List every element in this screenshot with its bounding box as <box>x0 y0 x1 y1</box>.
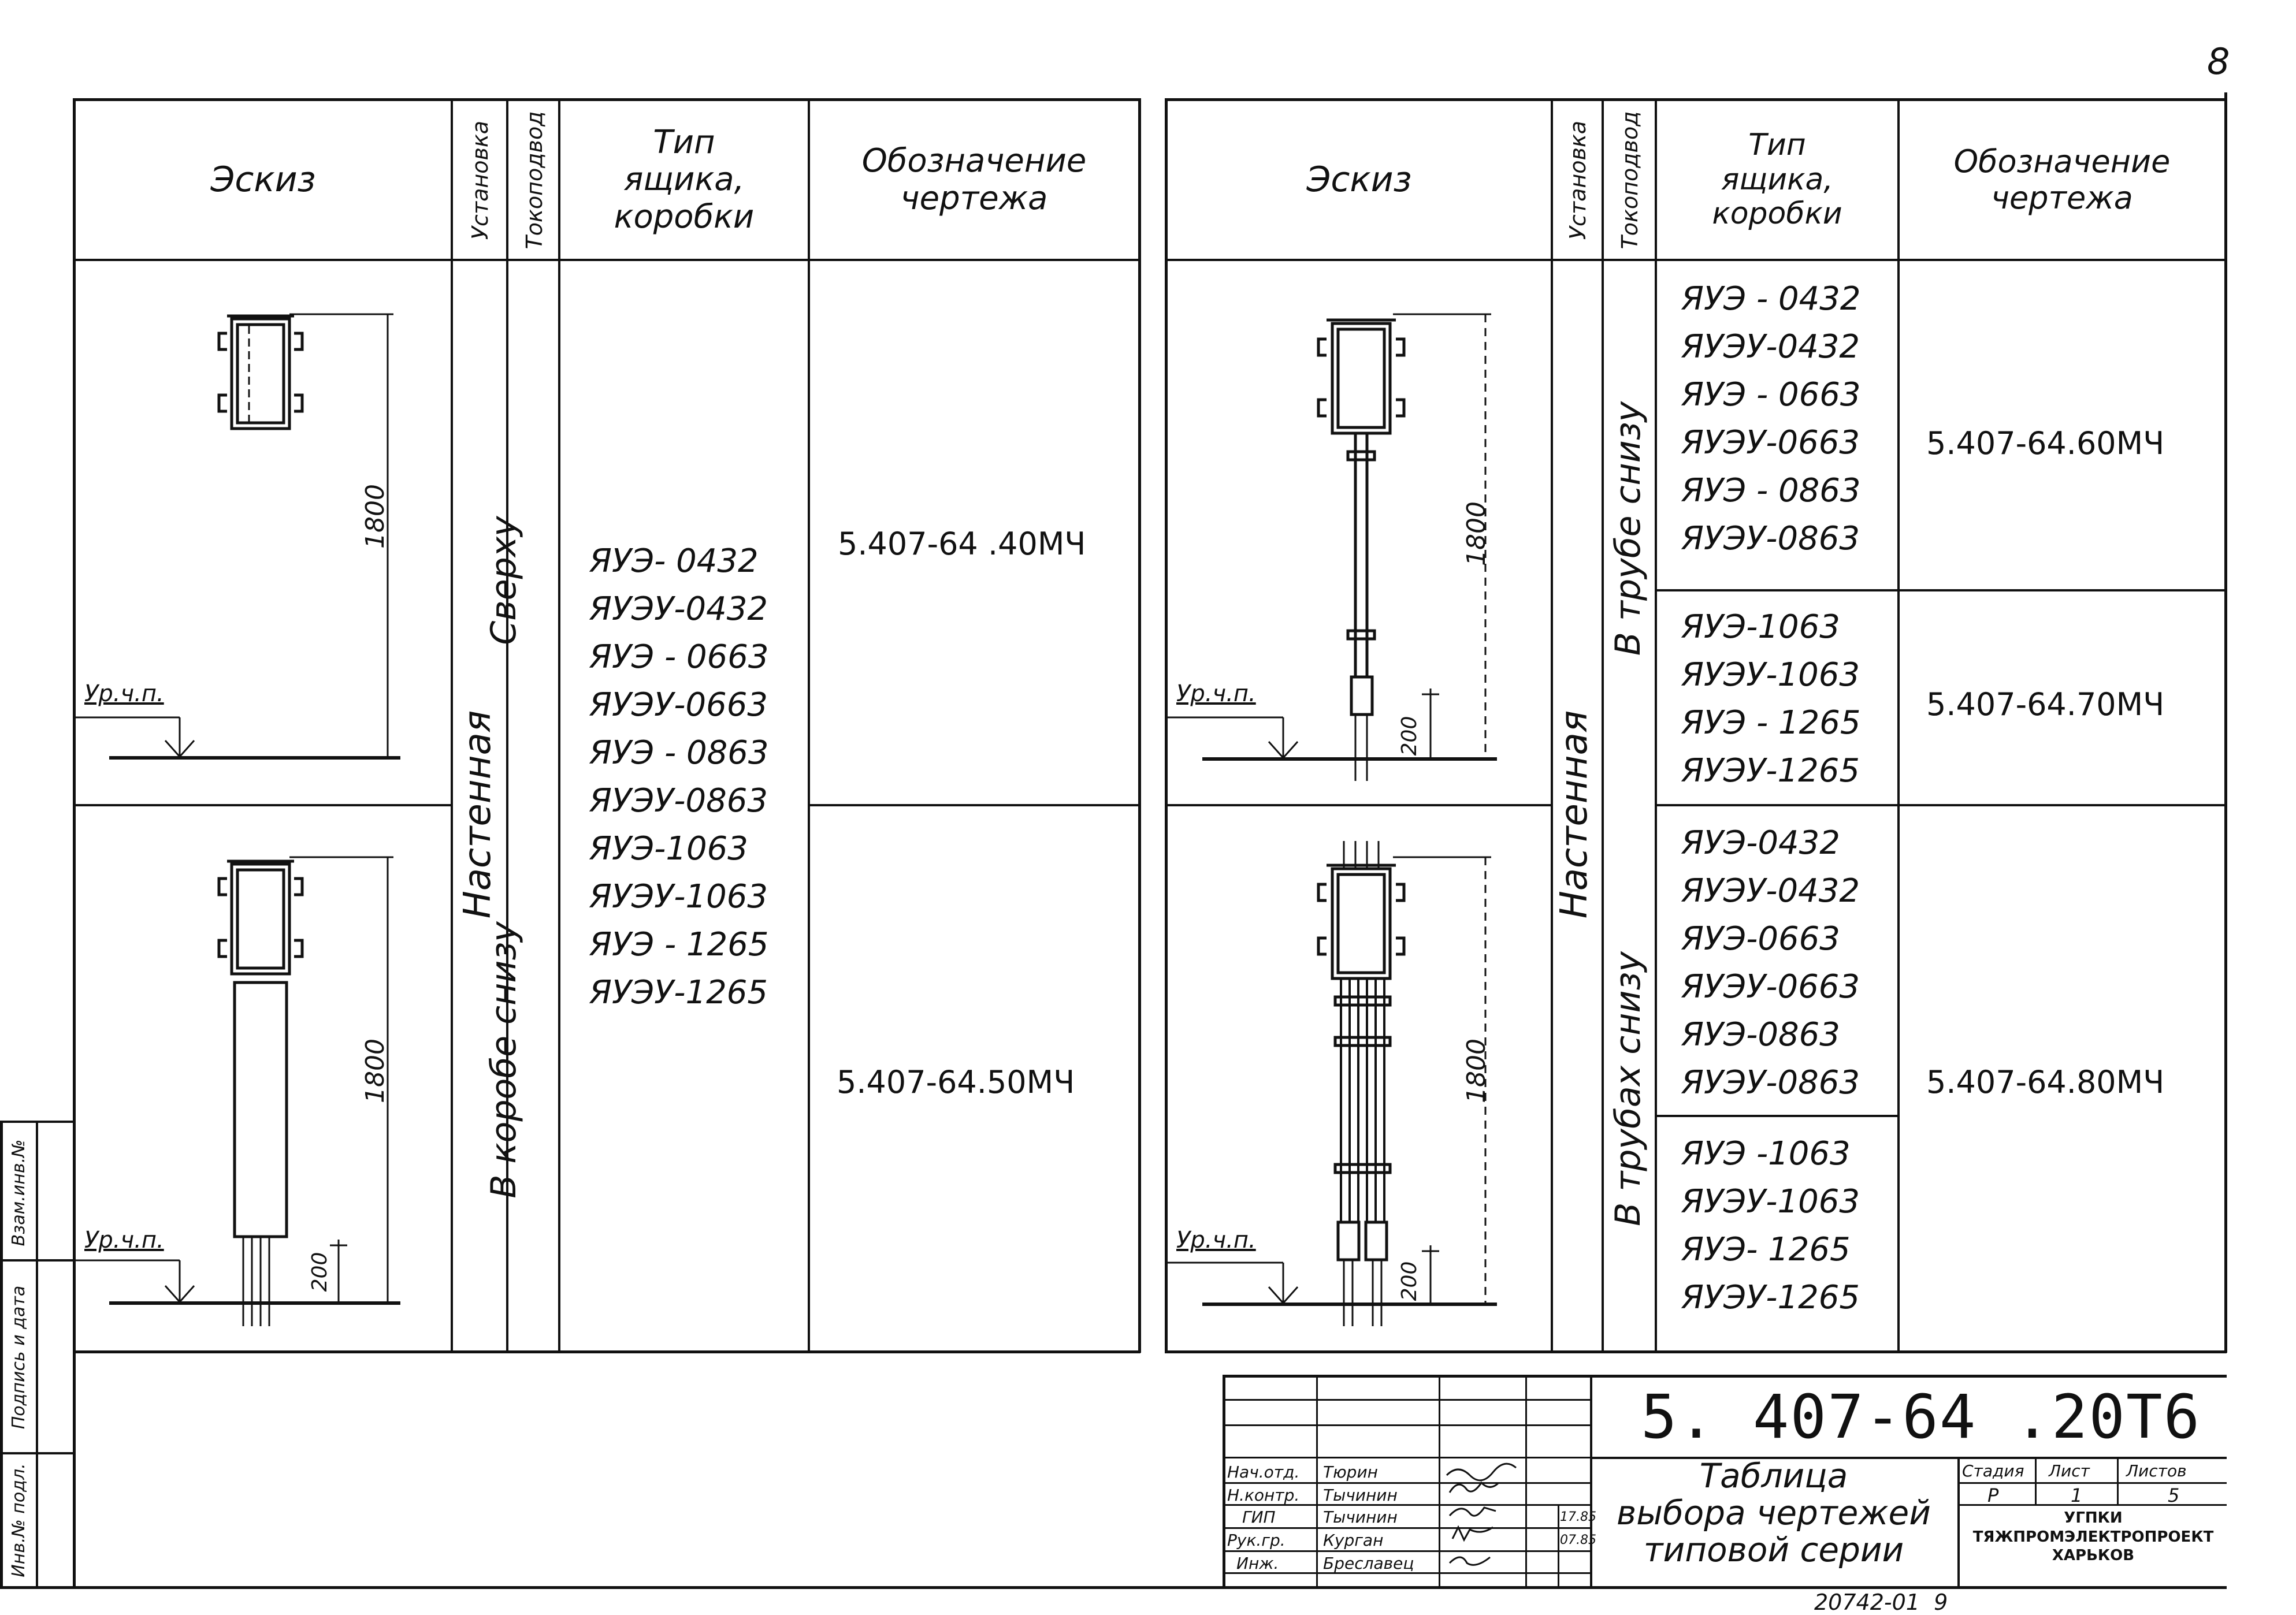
dim-200: 200 <box>308 1252 332 1292</box>
header-supply: Токоподвод <box>1617 111 1643 250</box>
list-item: ЯУЭ - 0663 <box>589 638 769 676</box>
level-label: Ур.ч.п. <box>84 1227 164 1253</box>
list-item: ЯУЭУ-1265 <box>589 974 768 1011</box>
list-item: ЯУЭУ-0863 <box>1681 520 1860 557</box>
list-item: ЯУЭУ-1063 <box>1681 1183 1860 1220</box>
footer-code: 20742-01 9 <box>1814 1590 1948 1615</box>
page-number: 8 <box>2207 40 2230 83</box>
role-norm-control: Н.контр. <box>1227 1486 1300 1505</box>
name-engineer: Бреславец <box>1323 1554 1414 1573</box>
stamp-inv-no: Инв.№ подл. <box>9 1463 29 1577</box>
header-install: Установка <box>1565 120 1591 240</box>
dim-1800: 1800 <box>361 484 390 549</box>
install-value: Настенная <box>1553 710 1596 919</box>
stamp-signature-date: Подпись и дата <box>9 1285 29 1430</box>
sketch-wall-top-entry <box>76 261 451 804</box>
sketch-wall-pipes-entry <box>1168 806 1551 1350</box>
list-item: ЯУЭ - 1265 <box>589 926 769 963</box>
sketch-wall-pipe-entry <box>1168 261 1551 804</box>
sheet-label: Лист <box>2049 1461 2090 1480</box>
supply-top: Сверху <box>484 516 524 645</box>
designation-40: 5.407-64 .40МЧ <box>838 526 1086 562</box>
list-item: ЯУЭ-0663 <box>1681 920 1840 958</box>
header-sketch: Эскиз <box>210 159 316 200</box>
list-item: ЯУЭ - 0863 <box>1681 472 1861 509</box>
header-supply: Токоподвод <box>522 111 547 250</box>
list-item: ЯУЭ-1063 <box>589 830 748 868</box>
level-label: Ур.ч.п. <box>84 680 164 707</box>
list-item: ЯУЭУ-1265 <box>1681 1279 1860 1316</box>
list-item: ЯУЭ- 1265 <box>1681 1231 1851 1268</box>
list-item: ЯУЭУ-0863 <box>1681 1064 1860 1102</box>
date-chief-engineer: 17.85 <box>1560 1510 1596 1524</box>
role-engineer: Инж. <box>1236 1554 1279 1573</box>
box-type-list-80b <box>1681 1130 1860 1322</box>
level-label: Ур.ч.п. <box>1176 680 1256 707</box>
list-item: ЯУЭУ-0432 <box>589 590 768 628</box>
supply-box-bottom: В коробе снизу <box>484 921 524 1199</box>
list-item: ЯУЭУ-1063 <box>1681 656 1860 694</box>
signatures <box>1441 1458 1525 1586</box>
name-head-dept: Тюрин <box>1323 1463 1378 1482</box>
sheets-value: 5 <box>2168 1484 2180 1506</box>
list-item: ЯУЭУ-0863 <box>589 782 768 820</box>
header-designation: Обозначение чертежа <box>1953 143 2171 216</box>
dim-200: 200 <box>1398 1261 1421 1301</box>
list-item: ЯУЭ-1063 <box>1681 608 1840 646</box>
list-item: ЯУЭУ-0432 <box>1681 872 1860 910</box>
list-item: ЯУЭУ-0663 <box>589 686 768 724</box>
sketch-wall-duct-entry <box>76 806 451 1350</box>
header-install: Установка <box>467 120 493 240</box>
stamp-replaced-inv: Взам.инв.№ <box>9 1139 29 1246</box>
stage-value: Р <box>1987 1484 1999 1506</box>
list-item: ЯУЭ - 0663 <box>1681 376 1861 414</box>
level-label: Ур.ч.п. <box>1176 1227 1256 1253</box>
org-name: УГПКИ ТЯЖПРОМЭЛЕКТРОПРОЕКТ ХАРЬКОВ <box>1972 1509 2214 1564</box>
dim-200: 200 <box>1398 716 1421 756</box>
designation-70: 5.407-64.70МЧ <box>1926 686 2165 723</box>
box-type-list <box>589 537 768 1017</box>
box-type-list-60 <box>1681 275 1860 563</box>
list-item: ЯУЭУ-0663 <box>1681 968 1860 1006</box>
list-item: ЯУЭУ-0663 <box>1681 424 1860 462</box>
box-type-list-70 <box>1681 603 1860 795</box>
name-chief-engineer: Тычинин <box>1323 1508 1398 1527</box>
designation-60: 5.407-64.60МЧ <box>1926 425 2165 462</box>
date-group-lead: 07.85 <box>1560 1533 1596 1547</box>
dim-1800: 1800 <box>361 1039 390 1103</box>
list-item: ЯУЭ - 0432 <box>1681 280 1861 318</box>
list-item: ЯУЭ-0432 <box>1681 824 1840 862</box>
list-item: ЯУЭУ-0432 <box>1681 328 1860 366</box>
sheets-label: Листов <box>2126 1461 2187 1480</box>
install-value: Настенная <box>456 710 499 919</box>
sheet-value: 1 <box>2071 1484 2083 1506</box>
list-item: ЯУЭ -1063 <box>1681 1135 1851 1173</box>
doc-code: 5. 407-64 .20Т6 <box>1641 1382 2201 1452</box>
supply-pipes-bottom: В трубах снизу <box>1608 951 1648 1226</box>
list-item: ЯУЭ - 0863 <box>589 734 769 772</box>
role-group-lead: Рук.гр. <box>1227 1531 1286 1550</box>
name-group-lead: Курган <box>1323 1531 1384 1550</box>
header-box-type: Тип ящика, коробки <box>1712 127 1842 232</box>
role-head-dept: Нач.отд. <box>1227 1463 1300 1482</box>
supply-pipe-bottom: В трубе снизу <box>1608 401 1648 656</box>
dim-1800: 1800 <box>1462 1039 1491 1103</box>
designation-50: 5.407-64.50МЧ <box>837 1064 1075 1100</box>
dim-1800: 1800 <box>1462 501 1491 566</box>
list-item: ЯУЭ-0863 <box>1681 1016 1840 1054</box>
stage-label: Стадия <box>1962 1461 2024 1480</box>
header-designation: Обозначение чертежа <box>861 142 1087 217</box>
list-item: ЯУЭУ-1063 <box>589 878 768 916</box>
list-item: ЯУЭ- 0432 <box>589 542 759 580</box>
header-sketch: Эскиз <box>1306 159 1412 200</box>
designation-80: 5.407-64.80МЧ <box>1926 1064 2165 1100</box>
list-item: ЯУЭ - 1265 <box>1681 704 1861 742</box>
header-box-type: Тип ящика, коробки <box>614 123 755 236</box>
list-item: ЯУЭУ-1265 <box>1681 752 1860 790</box>
name-norm-control: Тычинин <box>1323 1486 1398 1505</box>
role-chief-engineer: ГИП <box>1242 1508 1276 1527</box>
box-type-list-80a <box>1681 819 1860 1107</box>
doc-title: Таблица выбора чертежей типовой серии <box>1617 1456 1931 1569</box>
